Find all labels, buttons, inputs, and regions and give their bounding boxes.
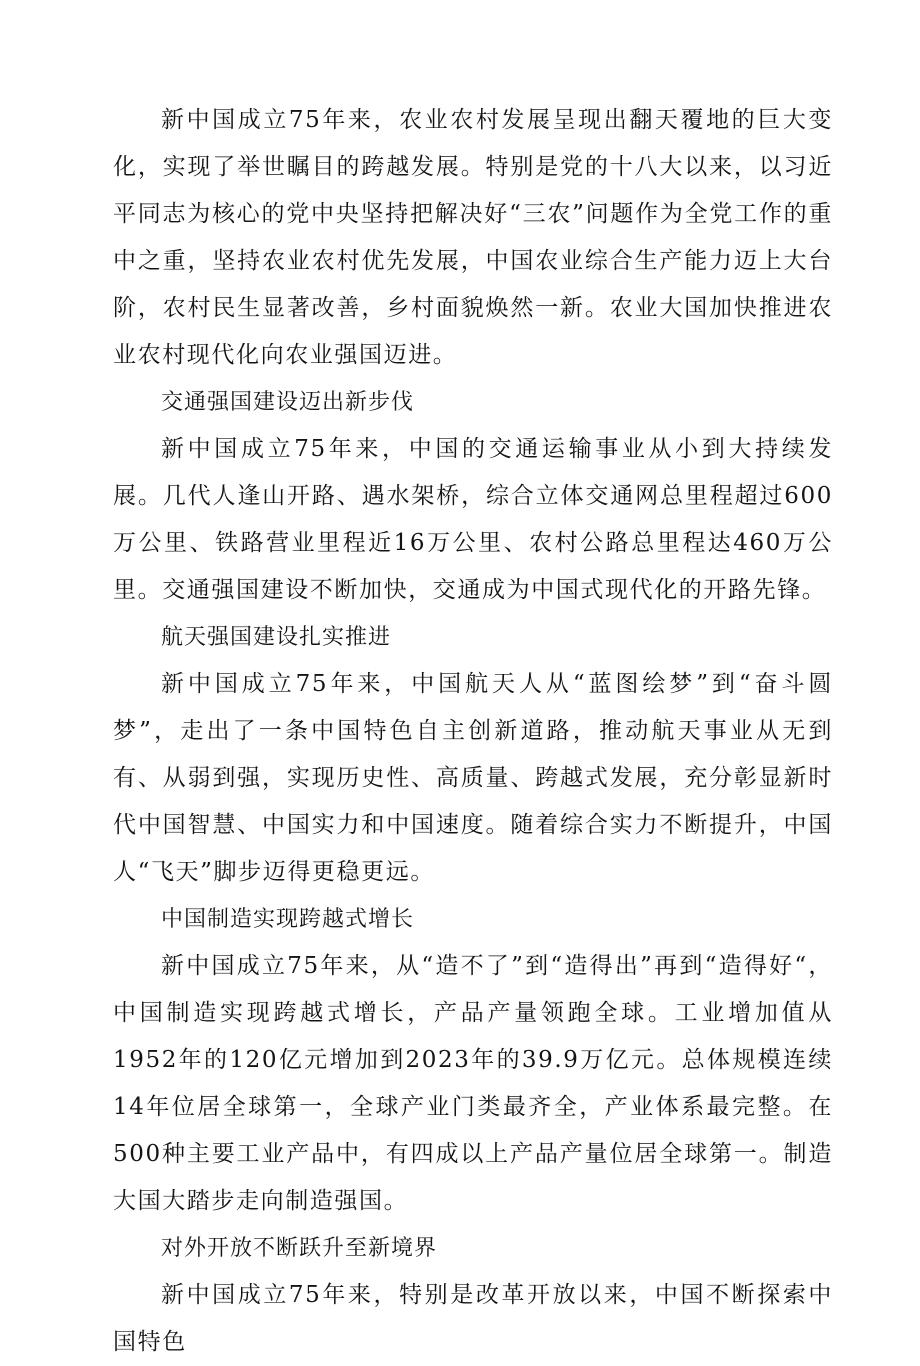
paragraph-manufacturing: 新中国成立75年来，从“造不了”到“造得出”再到“造得好“，中国制造实现跨越式增长，产品产量领跑全球。工业增加值从1952年的120亿元增加到2023年的39.9万亿元。总体规模连续14年位居全球第一，全球产业门类最齐全，产业体系最完整。在500种主要工业产品中，有四成以上产品产量位居全球第一。制造大国大踏步走向制造强国。 [113, 953, 833, 1214]
document-body [113, 97, 833, 1366]
paragraph-transport: 新中国成立75年来，中国的交通运输事业从小到大持续发展。几代人逢山开路、遇水架桥，综合立体交通网总里程超过600万公里、铁路营业里程近16万公里、农村公路总里程达460万公里。交通强国建设不断加快，交通成为中国式现代化的开路先锋。 [113, 436, 833, 603]
heading-opening-up: 对外开放不断跃升至新境界 [161, 1236, 438, 1261]
heading-aerospace: 航天强国建设扎实推进 [161, 625, 392, 650]
heading-transport: 交通强国建设迈出新步伐 [161, 390, 415, 415]
paragraph-aerospace: 新中国成立75年来，中国航天人从“蓝图绘梦”到“奋斗圆梦”，走出了一条中国特色自主创新道路，推动航天事业从无到有、从弱到强，实现历史性、高质量、跨越式发展，充分彰显新时代中国智慧、中国实力和中国速度。随着综合实力不断提升，中国人“飞天”脚步迈得更稳更远。 [113, 671, 833, 885]
paragraph-agriculture: 新中国成立75年来，农业农村发展呈现出翻天覆地的巨大变化，实现了举世瞩目的跨越发展。特别是党的十八大以来，以习近平同志为核心的党中央坚持把解决好“三农”问题作为全党工作的重中之重，坚持农业农村优先发展，中国农业综合生产能力迈上大台阶，农村民生显著改善，乡村面貌焕然一新。农业大国加快推进农业农村现代化向农业强国迈进。 [113, 107, 833, 368]
heading-manufacturing: 中国制造实现跨越式增长 [161, 907, 415, 932]
paragraph-opening-up: 新中国成立75年来，特别是改革开放以来，中国不断探索中国特色 [113, 1282, 833, 1355]
